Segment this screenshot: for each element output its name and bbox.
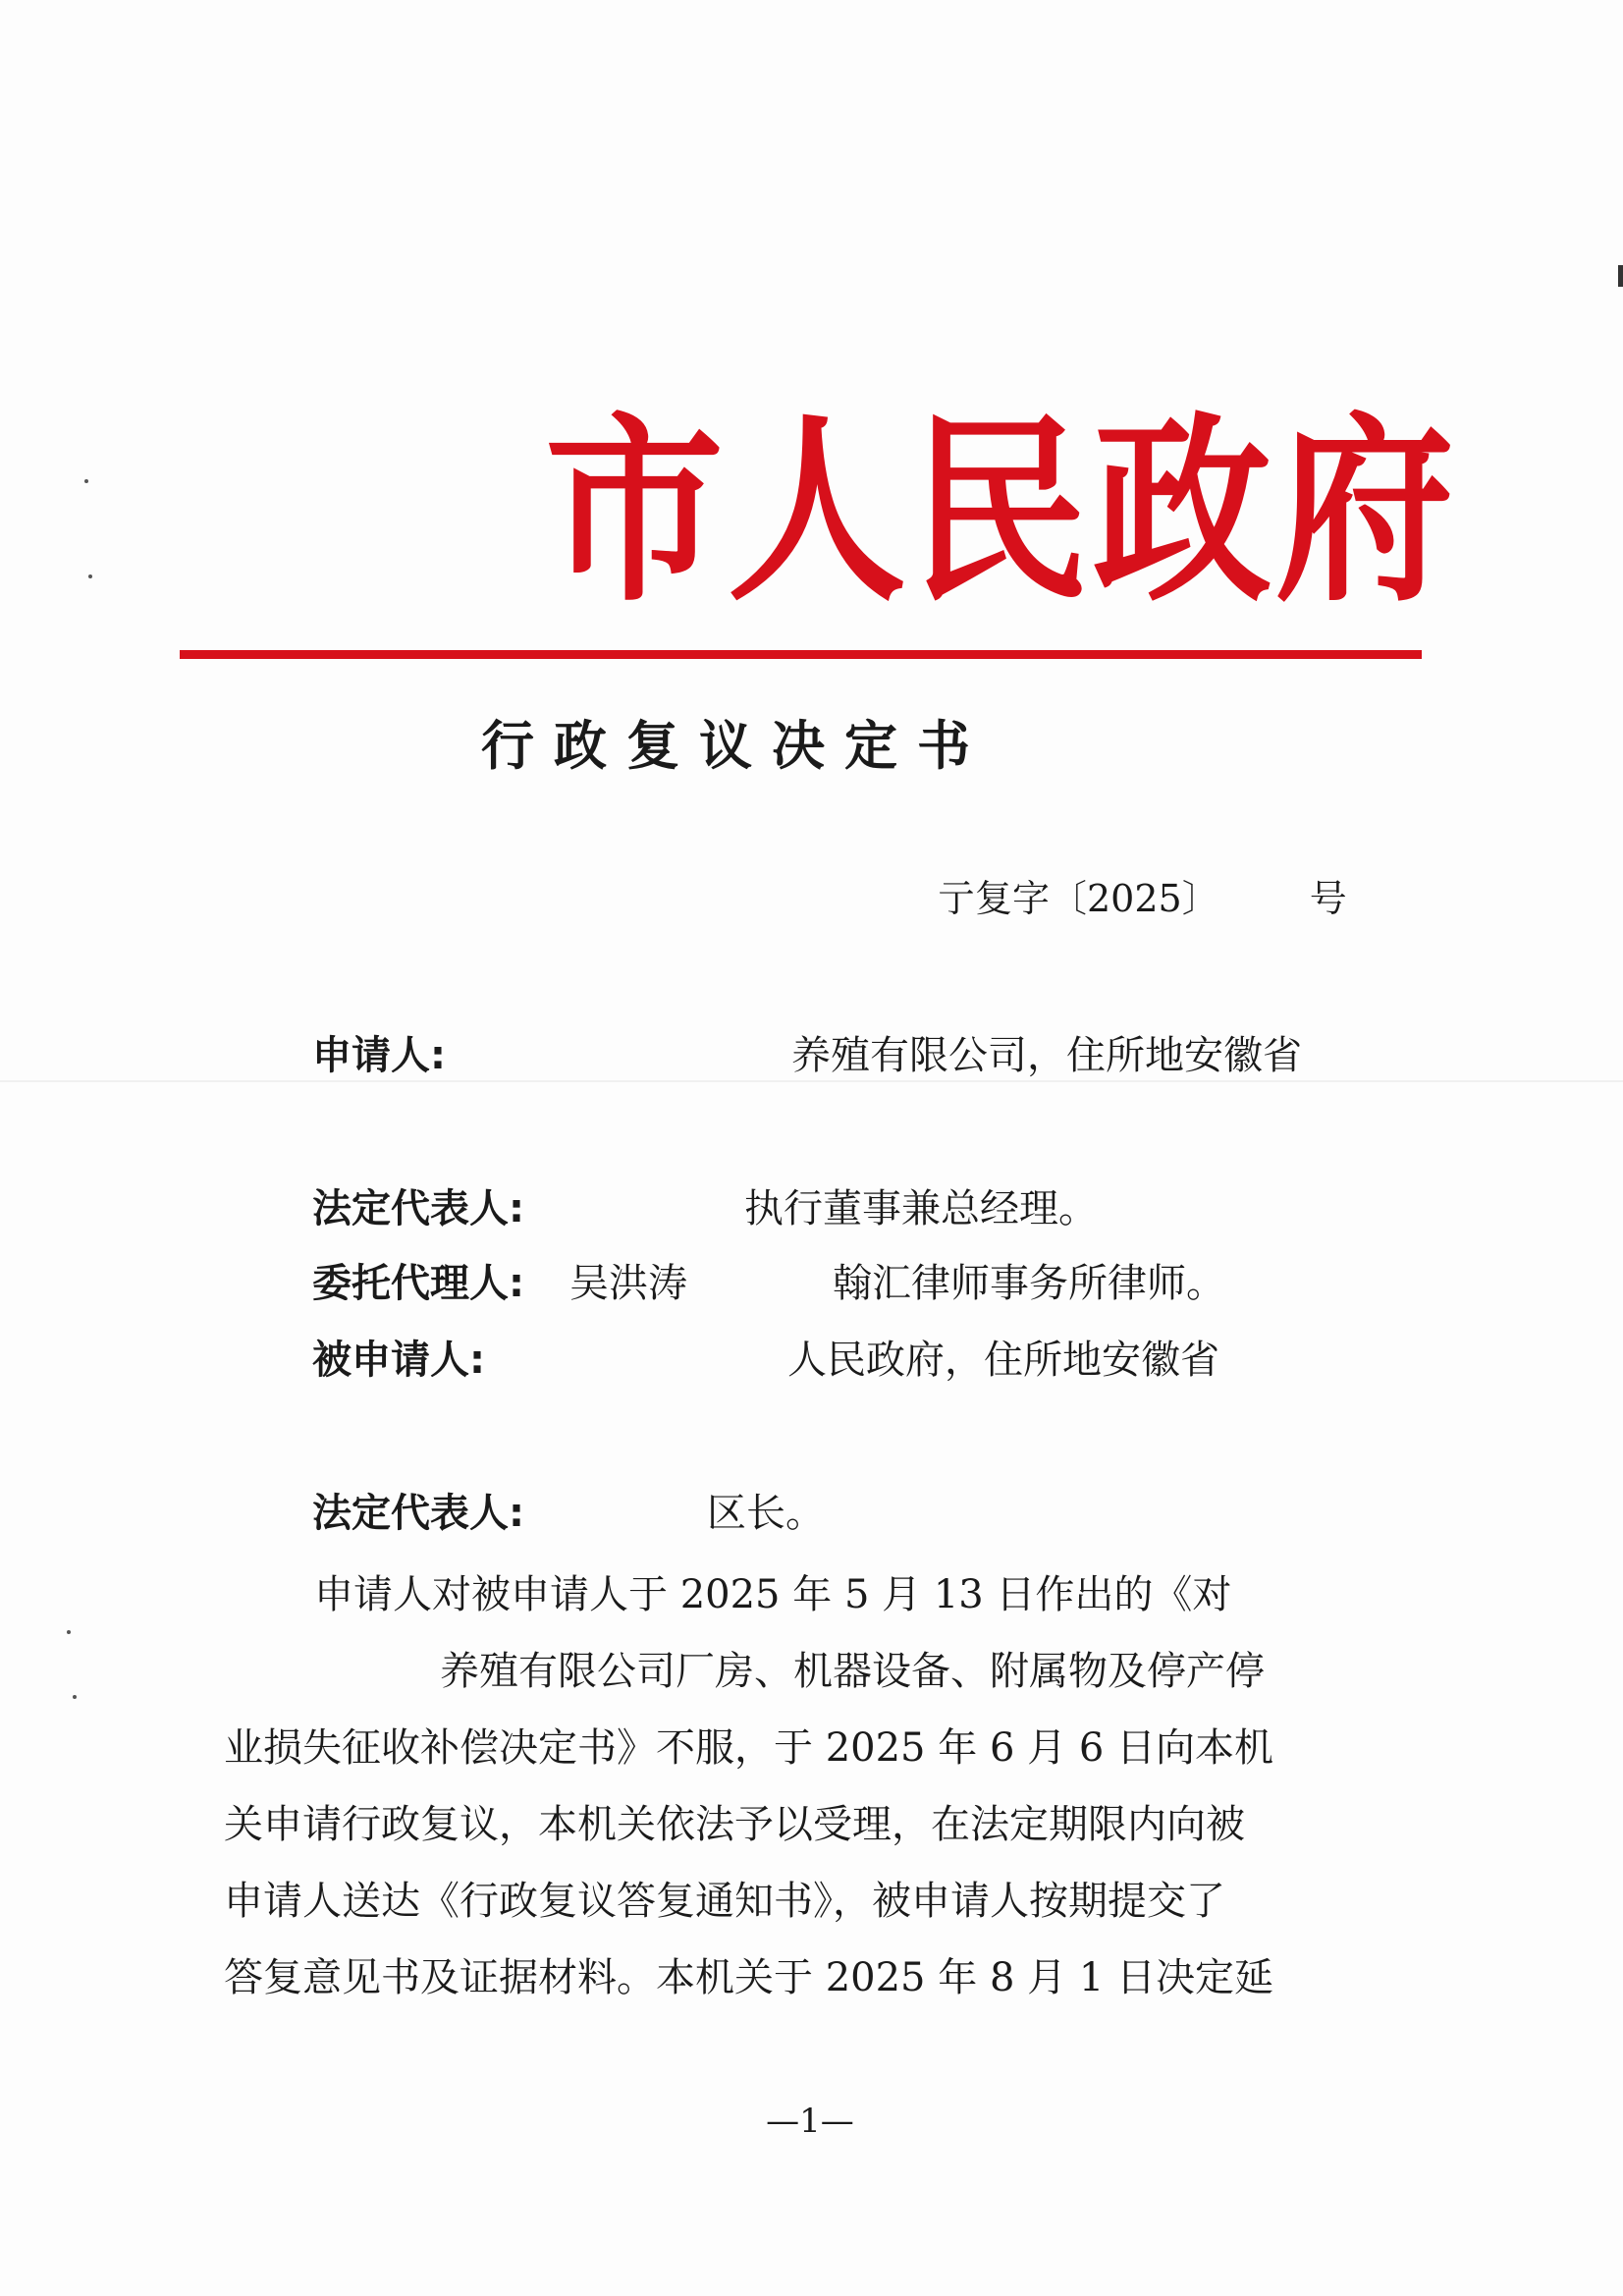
agent-name: 吴洪涛 [569,1261,687,1306]
body-paragraph [224,1557,1363,2016]
agent-value: 翰汇律师事务所律师。 [833,1261,1225,1306]
document-number [938,864,1360,933]
applicant-row [312,1021,1363,1090]
body-line: 答复意见书及证据材料。本机关于 2025 年 8 月 1 日决定延 [224,1955,1273,2000]
applicant-value: 养殖有限公司，住所地安徽省 [791,1033,1302,1078]
applicant-rep-value: 执行董事兼总经理。 [744,1186,1098,1231]
document-number-suffix: 号 [1309,877,1347,920]
applicant-rep-label: 法定代表人: [312,1186,524,1231]
page-number: —1— [766,2102,854,2141]
body-line: 申请人对被申请人于 2025 年 5 月 13 日作出的《对 [314,1572,1232,1617]
agent-row [312,1249,1363,1318]
scan-speck [67,1630,71,1634]
body-line: 业损失征收补偿决定书》不服，于 2025 年 6 月 6 日向本机 [224,1725,1273,1771]
respondent-row [312,1326,1363,1394]
scan-speck [84,479,88,483]
applicant-label: 申请人: [312,1033,446,1078]
respondent-value: 人民政府，住所地安徽省 [787,1338,1219,1383]
respondent-rep-row [312,1479,1363,1548]
respondent-label: 被申请人: [312,1338,485,1383]
red-divider-rule [180,650,1422,659]
scan-speck [88,574,92,578]
scan-edge-mark [1618,265,1623,287]
agent-label: 委托代理人: [312,1261,524,1306]
body-line: 申请人送达《行政复议答复通知书》，被申请人按期提交了 [224,1879,1225,1924]
respondent-rep-label: 法定代表人: [312,1491,524,1536]
issuer-header: 市人民政府 [545,393,1458,629]
body-line: 养殖有限公司厂房、机器设备、附属物及停产停 [440,1649,1265,1694]
applicant-rep-row [312,1175,1363,1243]
document-number-prefix: 亍复字〔2025〕 [938,877,1219,920]
document-title: 行政复议决定书 [481,715,990,777]
respondent-rep-value: 区长。 [707,1491,825,1536]
body-line: 关申请行政复议，本机关依法予以受理，在法定期限内向被 [224,1802,1245,1847]
scan-speck [73,1695,77,1699]
